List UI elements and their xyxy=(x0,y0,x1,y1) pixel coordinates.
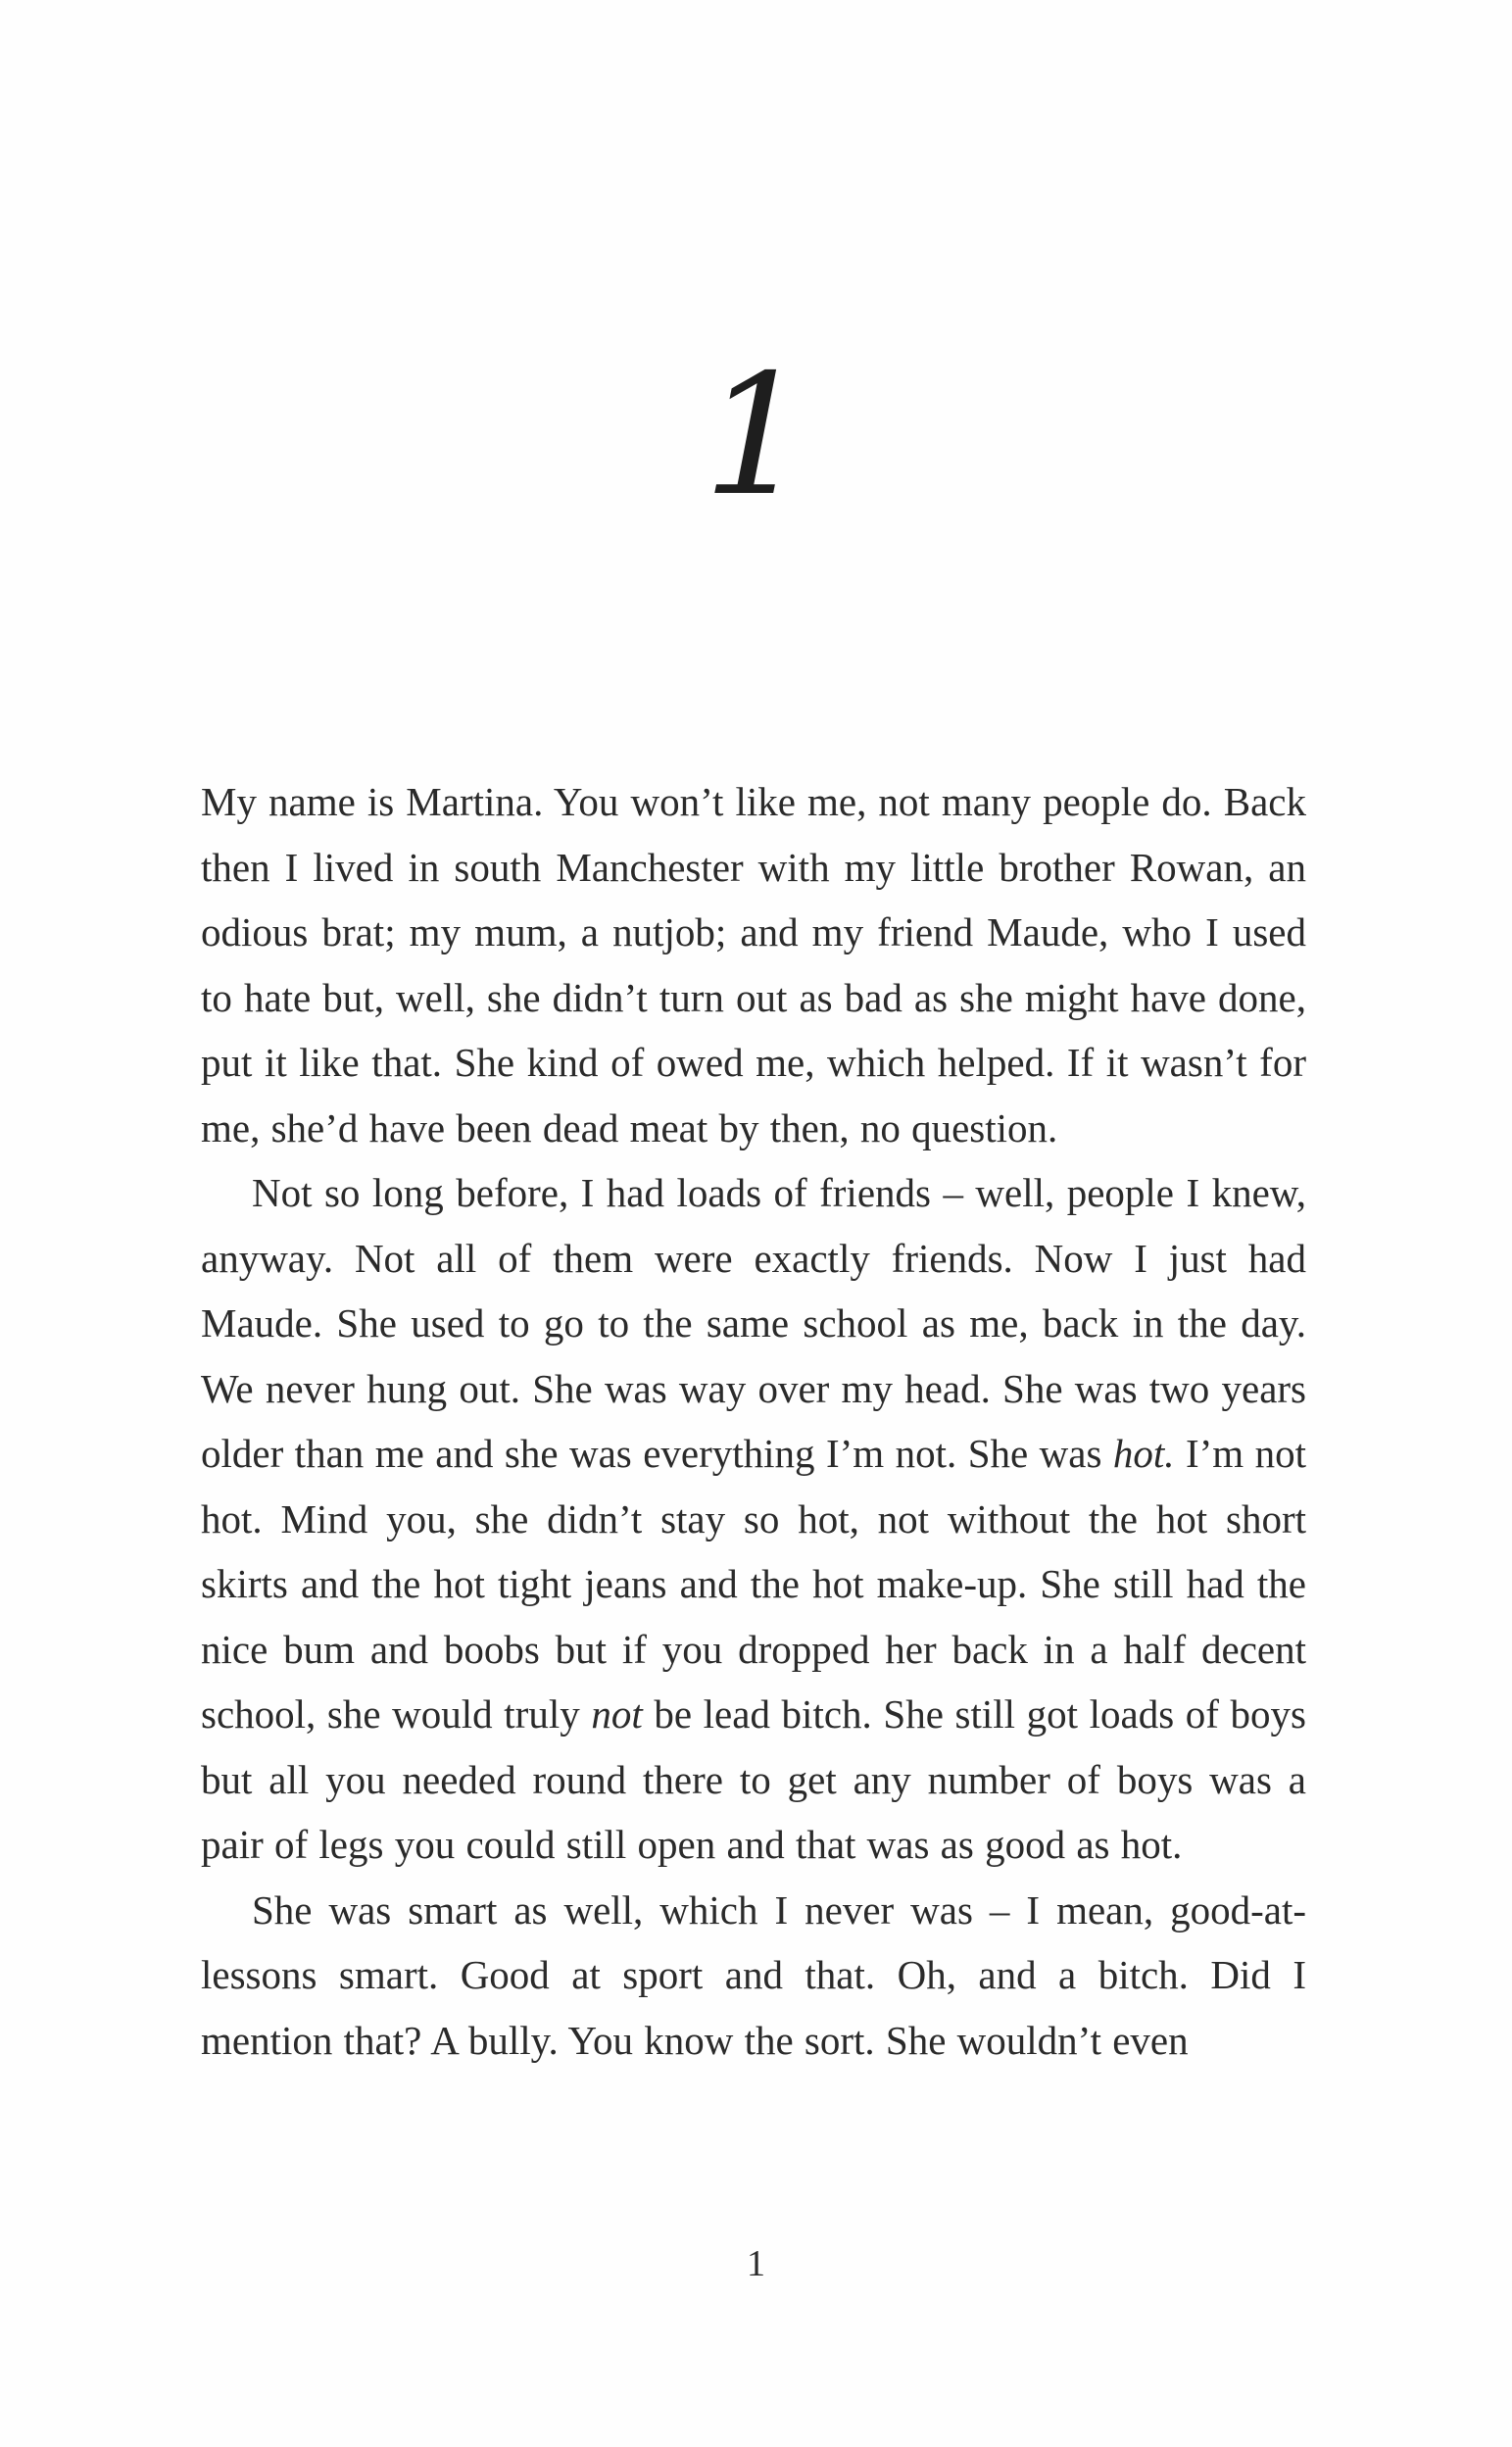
paragraph-2-text-a: Not so long before, I had loads of friends – well, people I knew, anyway. Not all of them were exactly friends. Now I just had Maude. She used to go to the same school as me, back in the day. We never hung out. She was way over my head. She was two years older than me and she was everything I’m not. She was xyxy=(201,1170,1306,1476)
emphasis-hot: hot. xyxy=(1112,1431,1175,1476)
paragraph-3 xyxy=(201,1878,1306,2074)
chapter-body xyxy=(201,769,1306,2073)
paragraph-1-text: My name is Martina. You won’t like me, not many people do. Back then I lived in south Manchester with my little brother Rowan, an odious brat; my mum, a nutjob; and my friend Maude, who I used to hate but, well, she didn’t turn out as bad as she might have done, put it like that. She kind of owed me, which helped. If it wasn’t for me, she’d have been dead meat by then, no question. xyxy=(201,779,1306,1150)
chapter-number: 1 xyxy=(703,339,809,533)
paragraph-2 xyxy=(201,1160,1306,1878)
paragraph-1 xyxy=(201,769,1306,1160)
paragraph-2-text-c: be lead bitch. She still got loads of boys but all you needed round there to get any number of boys was a pair of legs you could still open and that was as good as hot. xyxy=(201,1691,1306,1867)
page-number: 1 xyxy=(747,2243,765,2284)
paragraph-2-text-b: I’m not hot. Mind you, she didn’t stay so hot, not without the hot short skirts and the hot tight jeans and the hot make-up. She still had the nice bum and boobs but if you dropped her back in a half decent school, she would truly xyxy=(201,1431,1306,1737)
paragraph-3-text: She was smart as well, which I never was – I mean, good-at-lessons smart. Good at sport and that. Oh, and a bitch. Did I mention that? A bully. You know the sort. She wouldn’t even xyxy=(201,1886,1306,2063)
emphasis-not: not xyxy=(591,1691,643,1737)
